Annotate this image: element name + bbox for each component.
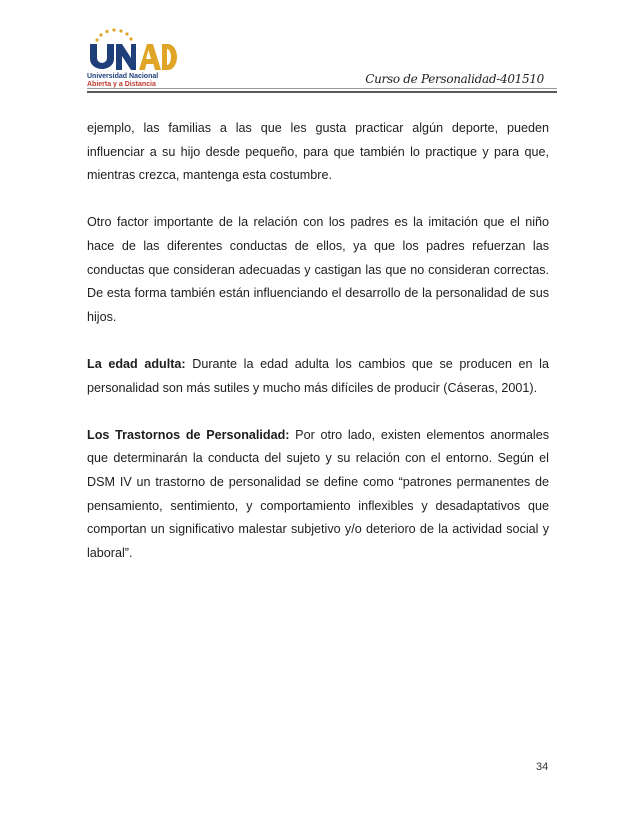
header-divider-thick [87, 91, 557, 93]
unad-logo [87, 28, 177, 90]
unad-logo-icon [87, 28, 177, 72]
paragraph-personality-disorders [87, 424, 549, 566]
paragraph-imitation: Otro factor importante de la relación con los padres es la imitación que el niño hace de las diferentes conductas de ellos, ya que los padres refuerzan las conductas que consideran adecuadas y castigan las que no consideran correctas. De esta forma también están influenciando el desarrollo de la personalidad de sus hijos. [87, 215, 549, 324]
paragraph-family-sports: ejemplo, las familias a las que les gusta practicar algún deporte, pueden influenciar a su hijo desde pequeño, para que también lo practique y para que, mientras crezca, mantenga esta costumbre. [87, 121, 549, 183]
header-divider-thin [87, 88, 557, 89]
logo-subtitle-distance: Abierta y a Distancia [87, 81, 156, 88]
paragraph-adult-age [87, 353, 549, 400]
heading-adult-age: La edad adulta: [87, 356, 186, 371]
page-number: 34 [536, 761, 549, 773]
heading-personality-disorders: Los Trastornos de Personalidad: [87, 427, 290, 442]
document-body [87, 117, 549, 589]
course-title: Curso de Personalidad-401510 [365, 72, 544, 86]
text-adult-age: Durante la edad adulta los cambios que se producen en la personalidad son más sutiles y mucho más difíciles de producir (Cáseras, 2001). [87, 356, 549, 395]
text-personality-disorders: Por otro lado, existen elementos anormales que determinarán la conducta del sujeto y su relación con el entorno. Según el DSM IV un trastorno de personalidad se define como “patrones permanentes de pensamiento, sentimiento, y comportamiento inflexibles y desadaptativos que comportan un significativo malestar subjetivo y/o deterioro de la actividad social y laboral”. [87, 427, 549, 560]
logo-subtitle-university: Universidad Nacional [87, 73, 159, 80]
